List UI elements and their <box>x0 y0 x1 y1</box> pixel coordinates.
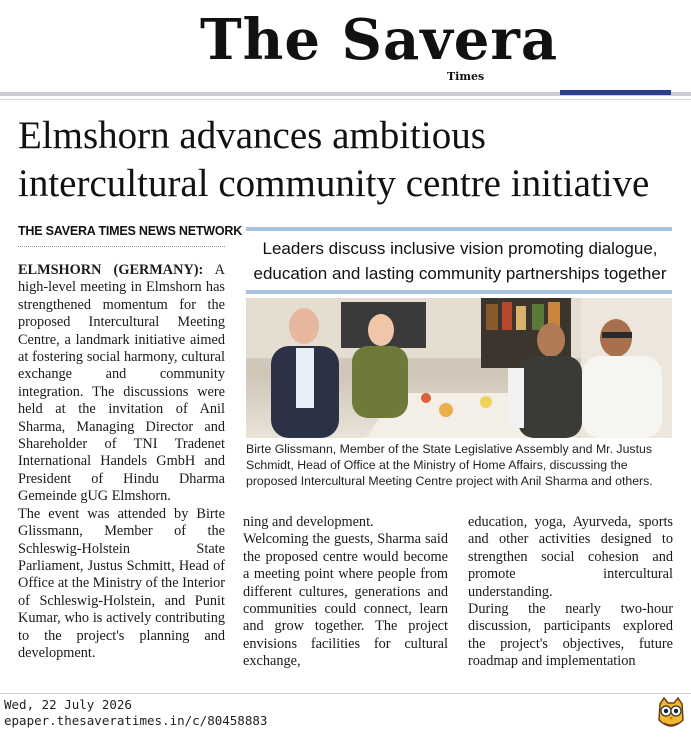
article-paragraph <box>18 262 225 506</box>
subhead-line-1: Leaders discuss inclusive vision promoting dialogue, <box>262 239 658 258</box>
masthead <box>0 0 691 92</box>
article-column-3 <box>468 514 673 684</box>
article-headline <box>18 112 678 208</box>
headline-line-2: intercultural community centre initiative <box>18 162 650 205</box>
article-paragraph: During the nearly two-hour discussion, participants explored the project's objectives, future roadmap and implementation <box>468 601 673 670</box>
footer-url[interactable]: epaper.thesaveratimes.in/c/80458883 <box>4 713 268 728</box>
masthead-thin-rule <box>0 99 691 100</box>
byline: THE SAVERA TIMES NEWS NETWORK <box>18 224 243 238</box>
article-paragraph: education, yoga, Ayurveda, sports and other activities designed to strengthen social cohesion and promote intercultural understanding. <box>468 514 673 600</box>
footer-date: Wed, 22 July 2026 <box>4 697 132 712</box>
article-paragraph: Welcoming the guests, Sharma said the proposed centre would become a meeting point where people from different cultures, generations and communities could connect, learn and grow together. The project envisions facilities for cultural exchange, <box>243 531 448 670</box>
subhead-bottom-rule <box>246 290 672 294</box>
article-column-2 <box>243 514 448 684</box>
footer-rule <box>0 693 691 694</box>
headline-line-1: Elmshorn advances ambitious <box>18 114 486 157</box>
meeting-photo-illustration <box>246 298 672 438</box>
article-photo <box>246 298 672 438</box>
owl-icon[interactable] <box>655 696 687 737</box>
article-paragraph: ning and development. <box>243 514 374 530</box>
newspaper-logo: The Savera <box>200 7 559 73</box>
article-subheadline <box>246 236 674 286</box>
newspaper-logo-sub: Times <box>447 70 485 83</box>
article-column-1 <box>18 262 225 661</box>
paragraph-text: A high-level meeting in Elmshorn has strengthened momentum for the proposed Intercultural Meeting Centre, a landmark initiative aimed at fostering social harmony, cultural exchange and community integration. The discussions were held at the invitation of Anil Sharma, Managing Director and Shareholder of TNI Tradenet International Handels GmbH and President of Hindu Dharma Gemeinde gUG Elmshorn. <box>18 262 225 505</box>
byline-rule <box>18 246 225 247</box>
article-paragraph: The event was attended by Birte Glissmann, Member of the Schleswig-Holstein State Parliament, Justus Schmitt, Head of Office at the Ministry of the Interior of Schleswig-Holstein, and Punit Kumar, who is actively contributing to the project's planning and development. <box>18 505 225 661</box>
subhead-line-2: education and lasting community partnerships together <box>253 264 667 283</box>
photo-caption: Birte Glissmann, Member of the State Legislative Assembly and Mr. Justus Schmidt, Head of Office at the Ministry of Home Affairs, discussing the proposed Intercultural Meeting Centre project with Anil Sharma and others. <box>246 442 653 489</box>
subhead-top-rule <box>246 227 672 231</box>
dateline: ELMSHORN (GERMANY): <box>18 262 204 278</box>
masthead-accent-bar <box>560 90 671 95</box>
